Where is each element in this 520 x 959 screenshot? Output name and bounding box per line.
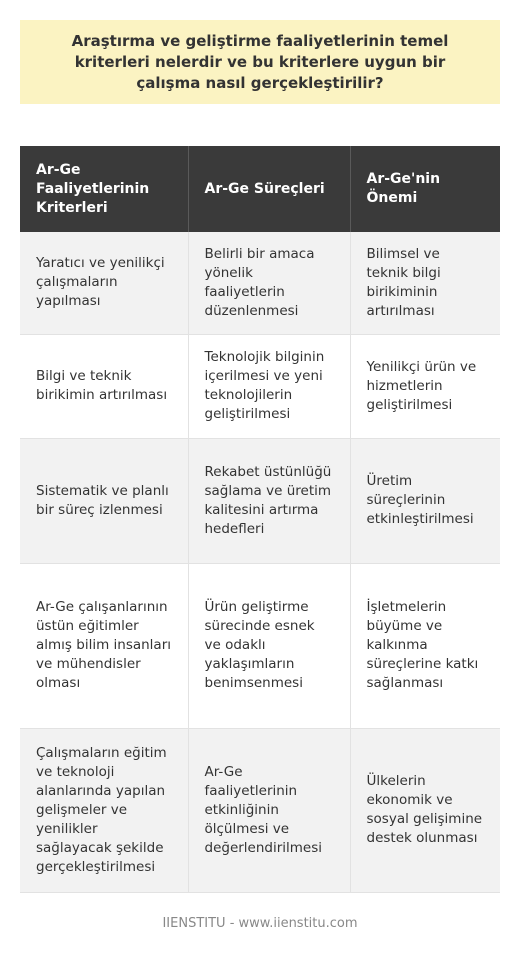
table-cell: Üretim süreçlerinin etkinleştirilmesi bbox=[350, 438, 500, 563]
criteria-table bbox=[20, 146, 500, 893]
table-cell: Bilimsel ve teknik bilgi birikiminin artırılması bbox=[350, 232, 500, 334]
table-row bbox=[20, 438, 500, 563]
table-header-row bbox=[20, 146, 500, 232]
table-row bbox=[20, 232, 500, 334]
table-cell: Belirli bir amaca yönelik faaliyetlerin düzenlenmesi bbox=[188, 232, 350, 334]
header-processes: Ar-Ge Süreçleri bbox=[188, 146, 350, 232]
table-row bbox=[20, 728, 500, 892]
page-title: Araştırma ve geliştirme faaliyetlerinin temel kriterleri nelerdir ve bu kriterlere uygun bir çalışma nasıl gerçekleştirilir? bbox=[71, 31, 449, 92]
header-importance: Ar-Ge'nin Önemi bbox=[350, 146, 500, 232]
title-box bbox=[20, 20, 500, 104]
table-cell: Bilgi ve teknik birikimin artırılması bbox=[20, 334, 188, 438]
table-cell: Ar-Ge çalışanlarının üstün eğitimler almış bilim insanları ve mühendisler olması bbox=[20, 563, 188, 728]
table-cell: Yenilikçi ürün ve hizmetlerin geliştirilmesi bbox=[350, 334, 500, 438]
table-row bbox=[20, 334, 500, 438]
footer-credit: IIENSTITU - www.iienstitu.com bbox=[162, 916, 358, 931]
table-cell: Ülkelerin ekonomik ve sosyal gelişimine destek olunması bbox=[350, 728, 500, 892]
table-cell: Yaratıcı ve yenilikçi çalışmaların yapılması bbox=[20, 232, 188, 334]
header-criteria: Ar-Ge Faaliyetlerinin Kriterleri bbox=[20, 146, 188, 232]
table-cell: Rekabet üstünlüğü sağlama ve üretim kalitesini artırma hedefleri bbox=[188, 438, 350, 563]
table-cell: Sistematik ve planlı bir süreç izlenmesi bbox=[20, 438, 188, 563]
table-cell: İşletmelerin büyüme ve kalkınma süreçlerine katkı sağlanması bbox=[350, 563, 500, 728]
table-cell: Ar-Ge faaliyetlerinin etkinliğinin ölçülmesi ve değerlendirilmesi bbox=[188, 728, 350, 892]
table-row bbox=[20, 563, 500, 728]
table-cell: Teknolojik bilginin içerilmesi ve yeni teknolojilerin geliştirilmesi bbox=[188, 334, 350, 438]
table-cell: Çalışmaların eğitim ve teknoloji alanlarında yapılan gelişmeler ve yenilikler sağlayacak şekilde gerçekleştirilmesi bbox=[20, 728, 188, 892]
table-cell: Ürün geliştirme sürecinde esnek ve odaklı yaklaşımların benimsenmesi bbox=[188, 563, 350, 728]
